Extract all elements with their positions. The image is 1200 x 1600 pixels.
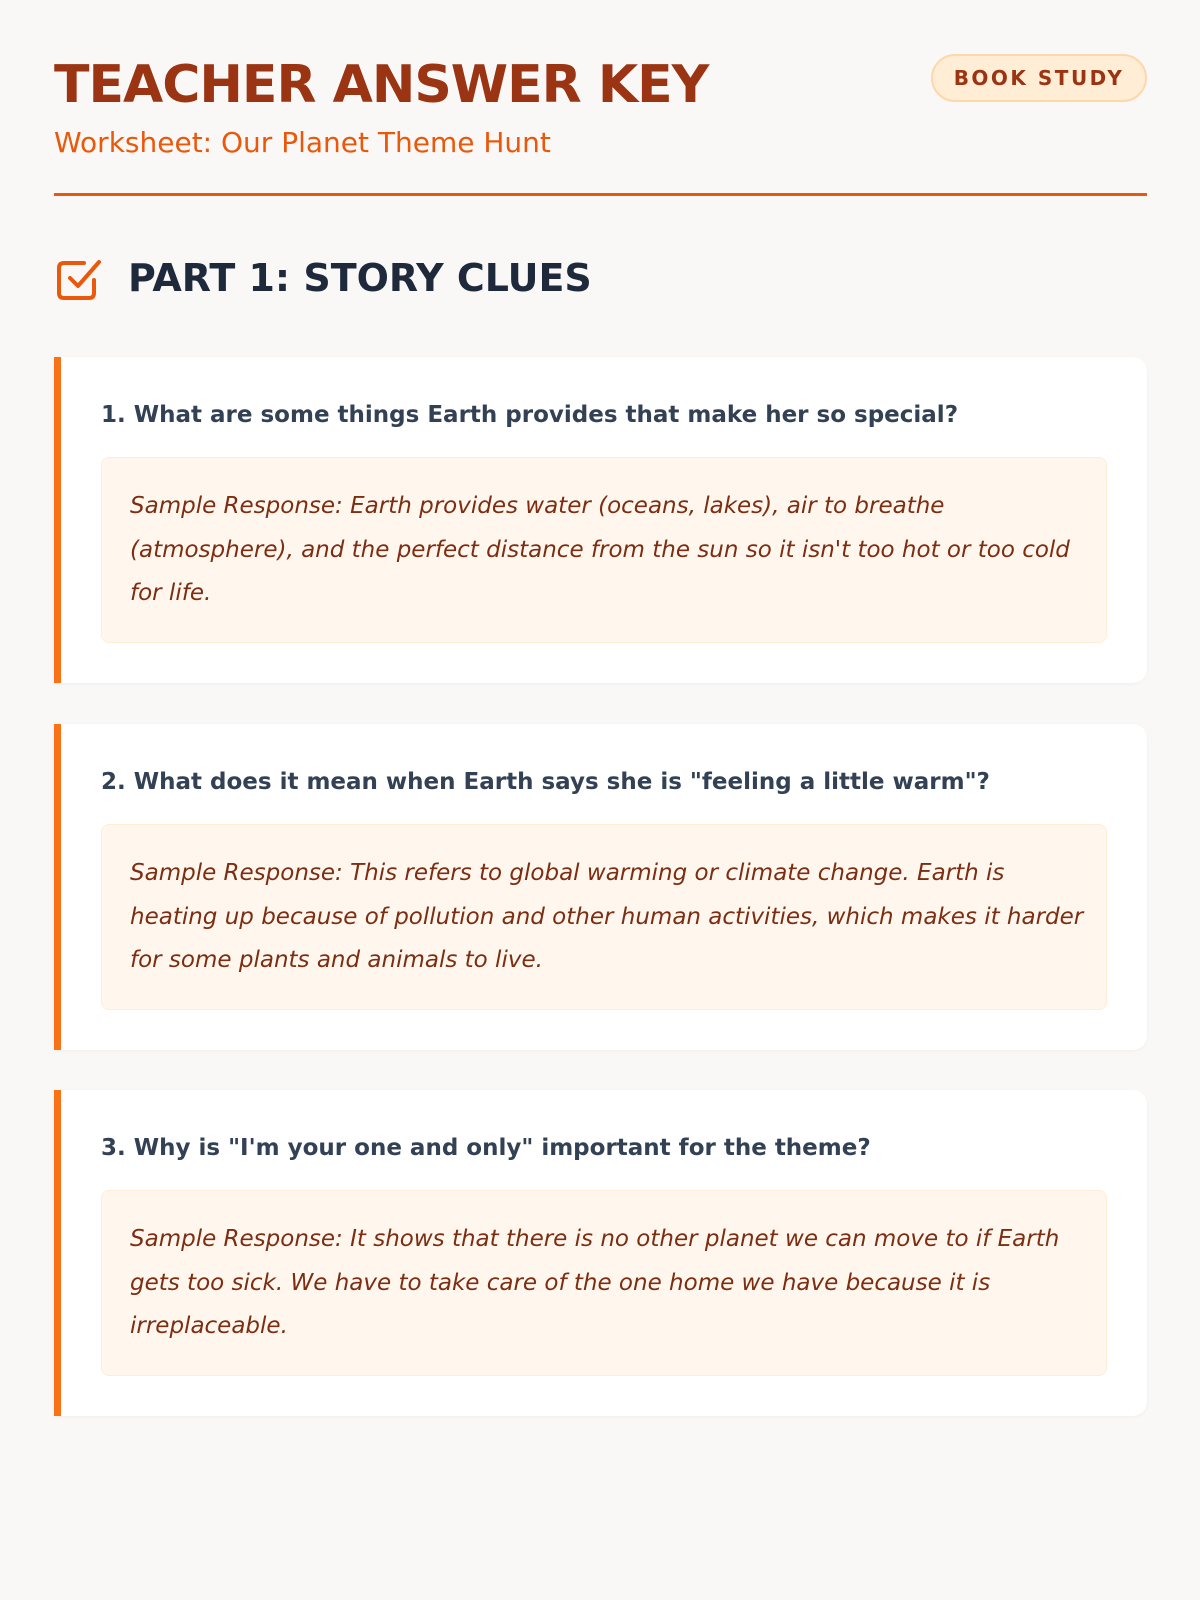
sample-response: Sample Response: Earth provides water (oceans, lakes), air to breathe (atmosphere), and the perfect distance from the sun so it isn't too hot or too cold for life. [101,457,1107,643]
section-title: PART 1: STORY CLUES [128,256,592,300]
question-card [54,357,1147,683]
question-prompt: 2. What does it mean when Earth says she is "feeling a little warm"? [101,769,990,795]
checkbox-icon [54,253,104,303]
question-prompt: 1. What are some things Earth provides that make her so special? [101,402,959,428]
answer-key-page [54,0,1147,1339]
worksheet-subtitle: Worksheet: Our Planet Theme Hunt [54,126,551,159]
sample-response: Sample Response: This refers to global warming or climate change. Earth is heating up because of pollution and other human activities, which makes it harder for some plants and animals to live. [101,824,1107,1010]
sample-response: Sample Response: It shows that there is no other planet we can move to if Earth gets too sick. We have to take care of the one home we have because it is irreplaceable. [101,1190,1107,1376]
question-card [54,724,1147,1050]
question-card [54,1090,1147,1416]
page-header [54,0,1147,196]
question-prompt: 3. Why is "I'm your one and only" important for the theme? [101,1135,871,1161]
section-header [54,248,754,308]
book-study-badge: BOOK STUDY [931,54,1147,102]
page-title: TEACHER ANSWER KEY [54,55,709,115]
